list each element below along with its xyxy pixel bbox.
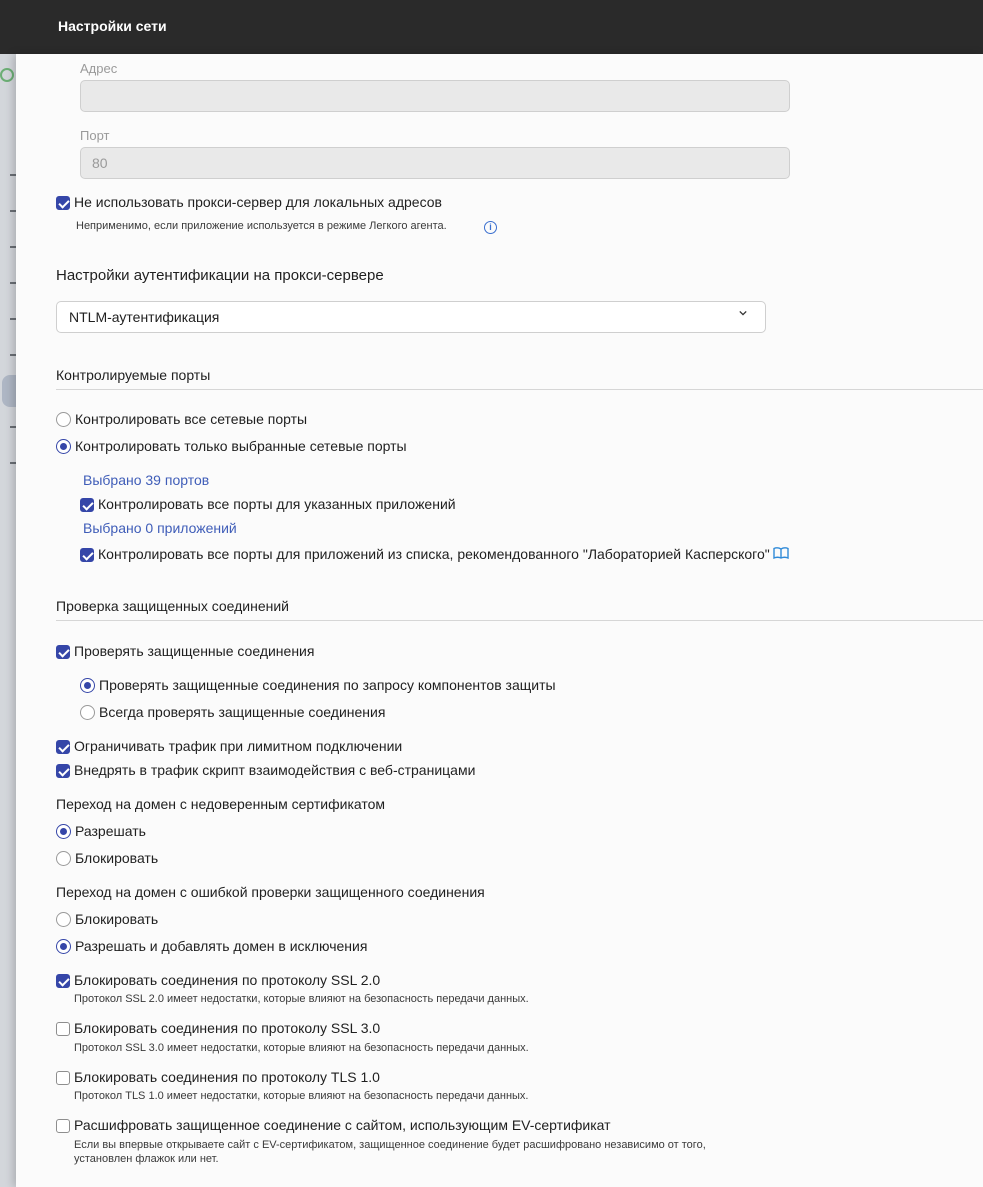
block-tls1-checkbox[interactable] (56, 1071, 70, 1085)
auth-type-select[interactable] (56, 301, 766, 333)
error-allow-add-label: Разрешать и добавлять домен в исключения (75, 938, 368, 954)
divider (56, 620, 983, 621)
block-ssl2-label: Блокировать соединения по протоколу SSL 2.0 (74, 972, 381, 988)
scan-always-radio[interactable] (80, 705, 95, 720)
limit-traffic-checkbox[interactable] (56, 740, 70, 754)
all-ports-radio[interactable] (56, 412, 71, 427)
block-tls1-label: Блокировать соединения по протоколу TLS 1.0 (74, 1069, 380, 1085)
selected-ports-link[interactable]: Выбрано 39 портов (83, 472, 210, 488)
chevron-down-icon (739, 309, 747, 317)
error-allow-add-radio[interactable] (56, 939, 71, 954)
selected-ports-radio[interactable] (56, 439, 71, 454)
scan-on-request-label: Проверять защищенные соединения по запросу компонентов защиты (99, 677, 556, 693)
untrusted-block-label: Блокировать (75, 850, 159, 866)
decrypt-ev-hint: установлен флажок или нет. (74, 1153, 219, 1165)
secure-section-title: Проверка защищенных соединений (56, 598, 290, 614)
apps-ports-checkbox[interactable] (80, 498, 94, 512)
window-titlebar (0, 0, 983, 54)
info-icon[interactable]: i (484, 221, 497, 234)
apps-ports-label: Контролировать все порты для указанных приложений (98, 496, 456, 512)
inject-script-label: Внедрять в трафик скрипт взаимодействия с веб-страницами (74, 762, 476, 778)
block-ssl3-hint: Протокол SSL 3.0 имеет недостатки, которые влияют на безопасность передачи данных. (74, 1042, 529, 1054)
limit-traffic-label: Ограничивать трафик при лимитном подключении (74, 738, 403, 754)
auth-type-value: NTLM-аутентификация (69, 309, 220, 325)
address-field[interactable] (80, 80, 790, 112)
bypass-local-checkbox[interactable] (56, 196, 70, 210)
untrusted-title: Переход на домен с недоверенным сертификатом (56, 796, 386, 812)
scan-on-request-radio[interactable] (80, 678, 95, 693)
bypass-local-hint: Неприменимо, если приложение используется в режиме Легкого агента. (76, 220, 447, 232)
block-ssl3-checkbox[interactable] (56, 1022, 70, 1036)
ports-section-title: Контролируемые порты (56, 367, 211, 383)
untrusted-allow-label: Разрешать (75, 823, 146, 839)
selected-ports-label: Контролировать только выбранные сетевые порты (75, 438, 407, 454)
status-ok-icon (0, 68, 14, 82)
block-ssl2-checkbox[interactable] (56, 974, 70, 988)
background-sidebar (0, 54, 16, 1187)
selected-apps-link[interactable]: Выбрано 0 приложений (83, 520, 237, 536)
all-ports-label: Контролировать все сетевые порты (75, 411, 308, 427)
decrypt-ev-hint: Если вы впервые открываете сайт с EV-сертификатом, защищенное соединение будет расшифровано независимо от того, (74, 1139, 706, 1151)
error-block-radio[interactable] (56, 912, 71, 927)
address-label: Адрес (80, 61, 118, 76)
untrusted-block-radio[interactable] (56, 851, 71, 866)
window-title: Настройки сети (58, 18, 167, 34)
network-settings-panel (16, 54, 983, 1187)
decrypt-ev-checkbox[interactable] (56, 1119, 70, 1133)
untrusted-allow-radio[interactable] (56, 824, 71, 839)
inject-script-checkbox[interactable] (56, 764, 70, 778)
book-icon[interactable] (773, 547, 789, 559)
divider (56, 389, 983, 390)
error-block-label: Блокировать (75, 911, 159, 927)
scan-secure-checkbox[interactable] (56, 645, 70, 659)
bypass-local-label: Не использовать прокси-сервер для локальных адресов (74, 194, 442, 210)
scan-secure-label: Проверять защищенные соединения (74, 643, 315, 659)
decrypt-ev-label: Расшифровать защищенное соединение с сайтом, использующим EV-сертификат (74, 1117, 611, 1133)
block-ssl3-label: Блокировать соединения по протоколу SSL 3.0 (74, 1020, 381, 1036)
auth-section-title: Настройки аутентификации на прокси-сервере (56, 267, 384, 284)
block-tls1-hint: Протокол TLS 1.0 имеет недостатки, которые влияют на безопасность передачи данных. (74, 1090, 529, 1102)
sidebar-selected (2, 375, 16, 407)
scan-always-label: Всегда проверять защищенные соединения (99, 704, 386, 720)
error-title: Переход на домен с ошибкой проверки защищенного соединения (56, 884, 485, 900)
port-field[interactable]: 80 (80, 147, 790, 179)
recommended-checkbox[interactable] (80, 548, 94, 562)
port-label: Порт (80, 128, 110, 143)
recommended-label: Контролировать все порты для приложений из списка, рекомендованного "Лабораторией Касперского" (98, 546, 770, 562)
block-ssl2-hint: Протокол SSL 2.0 имеет недостатки, которые влияют на безопасность передачи данных. (74, 993, 529, 1005)
